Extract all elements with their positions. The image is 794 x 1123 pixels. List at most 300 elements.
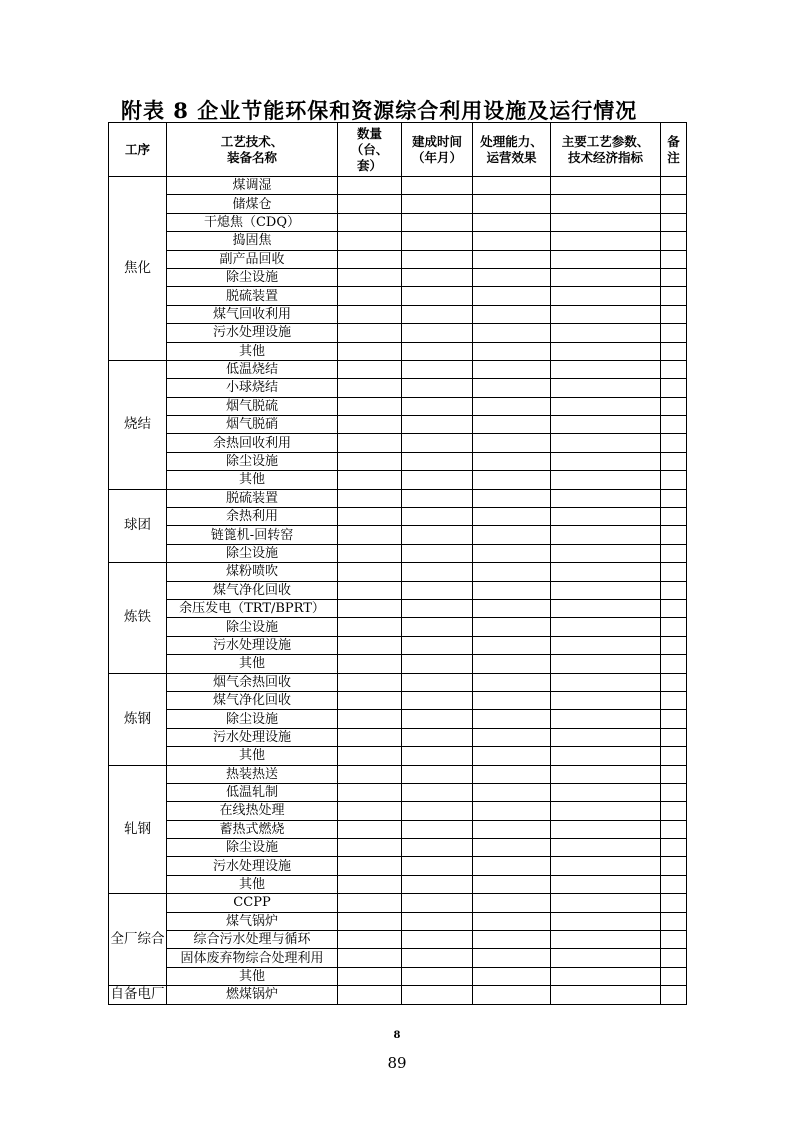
capacity-cell[interactable] — [473, 728, 551, 746]
remarks-cell[interactable] — [661, 710, 687, 728]
header-build-date: 建成时间 （年月） — [402, 123, 473, 177]
quantity-cell[interactable] — [338, 655, 402, 673]
capacity-cell[interactable] — [473, 508, 551, 526]
build-date-cell[interactable] — [402, 195, 473, 213]
parameters-cell[interactable] — [551, 397, 661, 415]
parameters-cell[interactable] — [551, 508, 661, 526]
parameters-cell[interactable] — [551, 250, 661, 268]
quantity-cell[interactable] — [338, 232, 402, 250]
build-date-cell[interactable] — [402, 728, 473, 746]
quantity-cell[interactable] — [338, 710, 402, 728]
remarks-cell[interactable] — [661, 802, 687, 820]
remarks-cell[interactable] — [661, 416, 687, 434]
quantity-cell[interactable] — [338, 324, 402, 342]
remarks-cell[interactable] — [661, 379, 687, 397]
build-date-cell[interactable] — [402, 986, 473, 1004]
remarks-cell[interactable] — [661, 563, 687, 581]
quantity-cell[interactable] — [338, 765, 402, 783]
capacity-cell[interactable] — [473, 599, 551, 617]
remarks-cell[interactable] — [661, 434, 687, 452]
table-row — [109, 379, 687, 397]
parameters-cell[interactable] — [551, 177, 661, 195]
remarks-cell[interactable] — [661, 250, 687, 268]
capacity-cell[interactable] — [473, 397, 551, 415]
equipment-name-cell: 污水处理设施 — [167, 857, 338, 875]
remarks-cell[interactable] — [661, 544, 687, 562]
capacity-cell[interactable] — [473, 820, 551, 838]
parameters-cell[interactable] — [551, 875, 661, 893]
equipment-name-cell: 煤调湿 — [167, 177, 338, 195]
capacity-cell[interactable] — [473, 581, 551, 599]
capacity-cell[interactable] — [473, 342, 551, 360]
parameters-cell[interactable] — [551, 581, 661, 599]
quantity-cell[interactable] — [338, 213, 402, 231]
equipment-name-cell: 除尘设施 — [167, 710, 338, 728]
build-date-cell[interactable] — [402, 416, 473, 434]
quantity-cell[interactable] — [338, 599, 402, 617]
capacity-cell[interactable] — [473, 287, 551, 305]
equipment-name-cell: 综合污水处理与循环 — [167, 931, 338, 949]
quantity-cell[interactable] — [338, 728, 402, 746]
capacity-cell[interactable] — [473, 618, 551, 636]
build-date-cell[interactable] — [402, 232, 473, 250]
quantity-cell[interactable] — [338, 618, 402, 636]
equipment-name-cell: 其他 — [167, 471, 338, 489]
quantity-cell[interactable] — [338, 875, 402, 893]
table-row — [109, 839, 687, 857]
build-date-cell[interactable] — [402, 471, 473, 489]
build-date-cell[interactable] — [402, 177, 473, 195]
capacity-cell[interactable] — [473, 324, 551, 342]
build-date-cell[interactable] — [402, 250, 473, 268]
parameters-cell[interactable] — [551, 949, 661, 967]
table-row — [109, 305, 687, 323]
table-row — [109, 820, 687, 838]
parameters-cell[interactable] — [551, 489, 661, 507]
capacity-cell[interactable] — [473, 232, 551, 250]
build-date-cell[interactable] — [402, 636, 473, 654]
build-date-cell[interactable] — [402, 397, 473, 415]
capacity-cell[interactable] — [473, 747, 551, 765]
header-row — [109, 123, 687, 177]
capacity-cell[interactable] — [473, 434, 551, 452]
parameters-cell[interactable] — [551, 765, 661, 783]
remarks-cell[interactable] — [661, 673, 687, 691]
equipment-name-cell: 在线热处理 — [167, 802, 338, 820]
remarks-cell[interactable] — [661, 747, 687, 765]
build-date-cell[interactable] — [402, 508, 473, 526]
capacity-cell[interactable] — [473, 986, 551, 1004]
parameters-cell[interactable] — [551, 618, 661, 636]
build-date-cell[interactable] — [402, 342, 473, 360]
quantity-cell[interactable] — [338, 673, 402, 691]
remarks-cell[interactable] — [661, 875, 687, 893]
equipment-name-cell: 储煤仓 — [167, 195, 338, 213]
capacity-cell[interactable] — [473, 949, 551, 967]
capacity-cell[interactable] — [473, 213, 551, 231]
process-group-cell: 轧钢 — [109, 765, 167, 894]
equipment-name-cell: 余压发电（TRT/BPRT） — [167, 599, 338, 617]
quantity-cell[interactable] — [338, 342, 402, 360]
capacity-cell[interactable] — [473, 931, 551, 949]
table-row — [109, 508, 687, 526]
build-date-cell[interactable] — [402, 599, 473, 617]
quantity-cell[interactable] — [338, 489, 402, 507]
remarks-cell[interactable] — [661, 967, 687, 985]
capacity-cell[interactable] — [473, 967, 551, 985]
remarks-cell[interactable] — [661, 931, 687, 949]
parameters-cell[interactable] — [551, 894, 661, 912]
quantity-cell[interactable] — [338, 747, 402, 765]
equipment-name-cell: 污水处理设施 — [167, 324, 338, 342]
process-group-cell: 烧结 — [109, 360, 167, 489]
build-date-cell[interactable] — [402, 268, 473, 286]
remarks-cell[interactable] — [661, 324, 687, 342]
build-date-cell[interactable] — [402, 581, 473, 599]
quantity-cell[interactable] — [338, 949, 402, 967]
capacity-cell[interactable] — [473, 857, 551, 875]
parameters-cell[interactable] — [551, 820, 661, 838]
parameters-cell[interactable] — [551, 599, 661, 617]
build-date-cell[interactable] — [402, 526, 473, 544]
build-date-cell[interactable] — [402, 305, 473, 323]
table-row — [109, 434, 687, 452]
remarks-cell[interactable] — [661, 949, 687, 967]
remarks-cell[interactable] — [661, 655, 687, 673]
quantity-cell[interactable] — [338, 563, 402, 581]
remarks-cell[interactable] — [661, 305, 687, 323]
table-row — [109, 967, 687, 985]
remarks-cell[interactable] — [661, 360, 687, 378]
parameters-cell[interactable] — [551, 526, 661, 544]
table-row — [109, 618, 687, 636]
table-row — [109, 416, 687, 434]
build-date-cell[interactable] — [402, 563, 473, 581]
equipment-name-cell: 其他 — [167, 967, 338, 985]
quantity-cell[interactable] — [338, 544, 402, 562]
equipment-name-cell: 煤气净化回收 — [167, 691, 338, 709]
quantity-cell[interactable] — [338, 416, 402, 434]
table-row — [109, 287, 687, 305]
build-date-cell[interactable] — [402, 857, 473, 875]
quantity-cell[interactable] — [338, 636, 402, 654]
quantity-cell[interactable] — [338, 986, 402, 1004]
parameters-cell[interactable] — [551, 305, 661, 323]
remarks-cell[interactable] — [661, 618, 687, 636]
build-date-cell[interactable] — [402, 765, 473, 783]
footer-small-number: 8 — [393, 1030, 401, 1041]
build-date-cell[interactable] — [402, 691, 473, 709]
quantity-cell[interactable] — [338, 820, 402, 838]
build-date-cell[interactable] — [402, 434, 473, 452]
parameters-cell[interactable] — [551, 912, 661, 930]
remarks-cell[interactable] — [661, 857, 687, 875]
remarks-cell[interactable] — [661, 783, 687, 801]
remarks-cell[interactable] — [661, 177, 687, 195]
remarks-cell[interactable] — [661, 287, 687, 305]
table-row — [109, 599, 687, 617]
capacity-cell[interactable] — [473, 360, 551, 378]
table-row — [109, 268, 687, 286]
parameters-cell[interactable] — [551, 967, 661, 985]
parameters-cell[interactable] — [551, 747, 661, 765]
quantity-cell[interactable] — [338, 250, 402, 268]
parameters-cell[interactable] — [551, 232, 661, 250]
quantity-cell[interactable] — [338, 379, 402, 397]
parameters-cell[interactable] — [551, 379, 661, 397]
quantity-cell[interactable] — [338, 268, 402, 286]
remarks-cell[interactable] — [661, 342, 687, 360]
table-row — [109, 931, 687, 949]
remarks-cell[interactable] — [661, 195, 687, 213]
parameters-cell[interactable] — [551, 434, 661, 452]
quantity-cell[interactable] — [338, 581, 402, 599]
quantity-cell[interactable] — [338, 931, 402, 949]
capacity-cell[interactable] — [473, 912, 551, 930]
quantity-cell[interactable] — [338, 305, 402, 323]
remarks-cell[interactable] — [661, 489, 687, 507]
capacity-cell[interactable] — [473, 268, 551, 286]
parameters-cell[interactable] — [551, 452, 661, 470]
equipment-name-cell: CCPP — [167, 894, 338, 912]
build-date-cell[interactable] — [402, 949, 473, 967]
parameters-cell[interactable] — [551, 857, 661, 875]
build-date-cell[interactable] — [402, 452, 473, 470]
remarks-cell[interactable] — [661, 599, 687, 617]
capacity-cell[interactable] — [473, 783, 551, 801]
remarks-cell[interactable] — [661, 691, 687, 709]
equipment-name-cell: 除尘设施 — [167, 268, 338, 286]
table-row — [109, 232, 687, 250]
equipment-name-cell: 其他 — [167, 747, 338, 765]
table-row — [109, 857, 687, 875]
remarks-cell[interactable] — [661, 581, 687, 599]
equipment-name-cell: 其他 — [167, 655, 338, 673]
equipment-name-cell: 污水处理设施 — [167, 636, 338, 654]
quantity-cell[interactable] — [338, 177, 402, 195]
table-row — [109, 765, 687, 783]
build-date-cell[interactable] — [402, 655, 473, 673]
equipment-name-cell: 除尘设施 — [167, 618, 338, 636]
parameters-cell[interactable] — [551, 195, 661, 213]
capacity-cell[interactable] — [473, 526, 551, 544]
table-row — [109, 986, 687, 1004]
equipment-name-cell: 链篦机-回转窑 — [167, 526, 338, 544]
remarks-cell[interactable] — [661, 268, 687, 286]
table-row — [109, 471, 687, 489]
equipment-name-cell: 蓄热式燃烧 — [167, 820, 338, 838]
table-row — [109, 489, 687, 507]
table-row — [109, 195, 687, 213]
header-quantity: 数量 （台、 套） — [338, 123, 402, 177]
build-date-cell[interactable] — [402, 379, 473, 397]
build-date-cell[interactable] — [402, 747, 473, 765]
quantity-cell[interactable] — [338, 195, 402, 213]
parameters-cell[interactable] — [551, 360, 661, 378]
quantity-cell[interactable] — [338, 360, 402, 378]
capacity-cell[interactable] — [473, 655, 551, 673]
build-date-cell[interactable] — [402, 894, 473, 912]
parameters-cell[interactable] — [551, 783, 661, 801]
build-date-cell[interactable] — [402, 287, 473, 305]
remarks-cell[interactable] — [661, 397, 687, 415]
capacity-cell[interactable] — [473, 452, 551, 470]
equipment-name-cell: 脱硫装置 — [167, 287, 338, 305]
table-row — [109, 342, 687, 360]
remarks-cell[interactable] — [661, 839, 687, 857]
capacity-cell[interactable] — [473, 177, 551, 195]
capacity-cell[interactable] — [473, 195, 551, 213]
quantity-cell[interactable] — [338, 783, 402, 801]
quantity-cell[interactable] — [338, 967, 402, 985]
parameters-cell[interactable] — [551, 213, 661, 231]
table-row — [109, 177, 687, 195]
build-date-cell[interactable] — [402, 912, 473, 930]
table-row — [109, 912, 687, 930]
parameters-cell[interactable] — [551, 728, 661, 746]
parameters-cell[interactable] — [551, 636, 661, 654]
quantity-cell[interactable] — [338, 452, 402, 470]
page-number: 89 — [387, 1054, 407, 1072]
build-date-cell[interactable] — [402, 324, 473, 342]
parameters-cell[interactable] — [551, 268, 661, 286]
table-row — [109, 728, 687, 746]
remarks-cell[interactable] — [661, 912, 687, 930]
quantity-cell[interactable] — [338, 857, 402, 875]
parameters-cell[interactable] — [551, 691, 661, 709]
equipment-name-cell: 热装热送 — [167, 765, 338, 783]
equipment-name-cell: 余热利用 — [167, 508, 338, 526]
build-date-cell[interactable] — [402, 820, 473, 838]
remarks-cell[interactable] — [661, 452, 687, 470]
header-technology: 工艺技术、 装备名称 — [167, 123, 338, 177]
capacity-cell[interactable] — [473, 250, 551, 268]
build-date-cell[interactable] — [402, 875, 473, 893]
quantity-cell[interactable] — [338, 691, 402, 709]
quantity-cell[interactable] — [338, 397, 402, 415]
capacity-cell[interactable] — [473, 471, 551, 489]
parameters-cell[interactable] — [551, 342, 661, 360]
remarks-cell[interactable] — [661, 508, 687, 526]
parameters-cell[interactable] — [551, 710, 661, 728]
parameters-cell[interactable] — [551, 839, 661, 857]
header-process: 工序 — [109, 123, 167, 177]
build-date-cell[interactable] — [402, 802, 473, 820]
parameters-cell[interactable] — [551, 287, 661, 305]
build-date-cell[interactable] — [402, 967, 473, 985]
quantity-cell[interactable] — [338, 471, 402, 489]
parameters-cell[interactable] — [551, 931, 661, 949]
process-group-cell: 球团 — [109, 489, 167, 563]
remarks-cell[interactable] — [661, 765, 687, 783]
remarks-cell[interactable] — [661, 986, 687, 1004]
parameters-cell[interactable] — [551, 673, 661, 691]
table-row — [109, 581, 687, 599]
remarks-cell[interactable] — [661, 728, 687, 746]
header-capacity: 处理能力、 运营效果 — [473, 123, 551, 177]
capacity-cell[interactable] — [473, 305, 551, 323]
capacity-cell[interactable] — [473, 875, 551, 893]
capacity-cell[interactable] — [473, 379, 551, 397]
capacity-cell[interactable] — [473, 489, 551, 507]
build-date-cell[interactable] — [402, 213, 473, 231]
equipment-name-cell: 除尘设施 — [167, 544, 338, 562]
build-date-cell[interactable] — [402, 360, 473, 378]
remarks-cell[interactable] — [661, 636, 687, 654]
parameters-cell[interactable] — [551, 802, 661, 820]
header-remarks: 备 注 — [661, 123, 687, 177]
parameters-cell[interactable] — [551, 471, 661, 489]
parameters-cell[interactable] — [551, 986, 661, 1004]
capacity-cell[interactable] — [473, 673, 551, 691]
capacity-cell[interactable] — [473, 416, 551, 434]
quantity-cell[interactable] — [338, 894, 402, 912]
remarks-cell[interactable] — [661, 213, 687, 231]
table-row — [109, 655, 687, 673]
capacity-cell[interactable] — [473, 636, 551, 654]
parameters-cell[interactable] — [551, 655, 661, 673]
quantity-cell[interactable] — [338, 526, 402, 544]
equipment-name-cell: 低温烧结 — [167, 360, 338, 378]
table-row — [109, 544, 687, 562]
table-row — [109, 802, 687, 820]
remarks-cell[interactable] — [661, 471, 687, 489]
parameters-cell[interactable] — [551, 324, 661, 342]
quantity-cell[interactable] — [338, 912, 402, 930]
table-row — [109, 563, 687, 581]
build-date-cell[interactable] — [402, 783, 473, 801]
capacity-cell[interactable] — [473, 710, 551, 728]
build-date-cell[interactable] — [402, 618, 473, 636]
header-parameters: 主要工艺参数、 技术经济指标 — [551, 123, 661, 177]
build-date-cell[interactable] — [402, 489, 473, 507]
build-date-cell[interactable] — [402, 544, 473, 562]
capacity-cell[interactable] — [473, 691, 551, 709]
parameters-cell[interactable] — [551, 544, 661, 562]
process-group-cell: 自备电厂 — [110, 986, 165, 1003]
build-date-cell[interactable] — [402, 931, 473, 949]
equipment-name-cell: 其他 — [167, 875, 338, 893]
parameters-cell[interactable] — [551, 563, 661, 581]
build-date-cell[interactable] — [402, 839, 473, 857]
quantity-cell[interactable] — [338, 802, 402, 820]
quantity-cell[interactable] — [338, 434, 402, 452]
capacity-cell[interactable] — [473, 544, 551, 562]
capacity-cell[interactable] — [473, 563, 551, 581]
capacity-cell[interactable] — [473, 802, 551, 820]
remarks-cell[interactable] — [661, 820, 687, 838]
quantity-cell[interactable] — [338, 839, 402, 857]
capacity-cell[interactable] — [473, 839, 551, 857]
table-row — [109, 213, 687, 231]
build-date-cell[interactable] — [402, 710, 473, 728]
table-row — [109, 894, 687, 912]
remarks-cell[interactable] — [661, 232, 687, 250]
capacity-cell[interactable] — [473, 765, 551, 783]
quantity-cell[interactable] — [338, 508, 402, 526]
table-row — [109, 250, 687, 268]
remarks-cell[interactable] — [661, 526, 687, 544]
quantity-cell[interactable] — [338, 287, 402, 305]
process-group-cell: 炼钢 — [109, 673, 167, 765]
parameters-cell[interactable] — [551, 416, 661, 434]
capacity-cell[interactable] — [473, 894, 551, 912]
equipment-name-cell: 除尘设施 — [167, 452, 338, 470]
equipment-name-cell: 余热回收利用 — [167, 434, 338, 452]
build-date-cell[interactable] — [402, 673, 473, 691]
table-row — [109, 875, 687, 893]
remarks-cell[interactable] — [661, 894, 687, 912]
